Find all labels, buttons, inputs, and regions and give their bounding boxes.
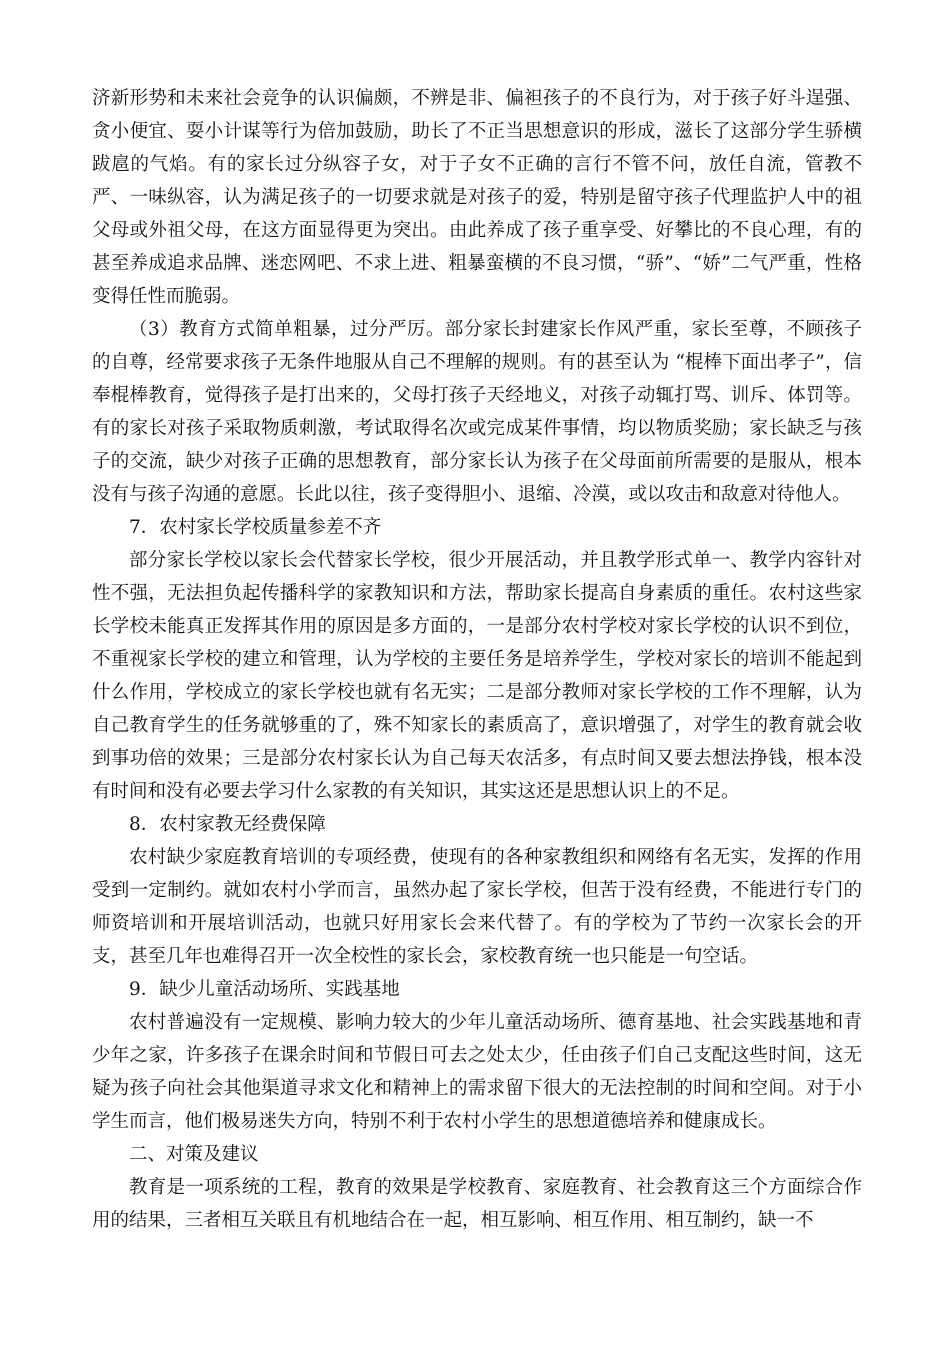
section-heading-7: 7．农村家长学校质量参差不齐 [129,517,382,538]
paragraph-funding: 农村缺少家庭教育培训的专项经费，使现有的各种家教组织和网络有名无实，发挥的作用受到一定制约。就如农村小学而言，虽然办起了家长学校，但苦于没有经费，不能进行专门的师资培训和开展培训活动，也就只好用家长会来代替了。有的学校为了节约一次家长会的开支，甚至几年也难得召开一次全校性的家长会，家校教育统一也只能是一句空话。 [92,847,862,967]
paragraph-education-system: 教育是一项系统的工程，教育的效果是学校教育、家庭教育、社会教育这三个方面综合作用的结果，三者相互关联且有机地结合在一起，相互影响、相互作用、相互制约，缺一不 [92,1177,862,1231]
paragraph-activity-venues: 农村普遍没有一定规模、影响力较大的少年儿童活动场所、德育基地、社会实践基地和青少年之家，许多孩子在课余时间和节假日可去之处太少，任由孩子们自己支配这些时间，这无疑为孩子向社会其他渠道寻求文化和精神上的需求留下很大的无法控制的时间和空间。对于小学生而言，他们极易迷失方向，特别不利于农村小学生的思想道德培养和健康成长。 [92,1012,862,1132]
paragraph-parent-school-quality: 部分家长学校以家长会代替家长学校，很少开展活动，并且教学形式单一、教学内容针对性不强，无法担负起传播科学的家教知识和方法，帮助家长提高自身素质的重任。农村这些家长学校未能真正发挥其作用的原因是多方面的，一是部分农村学校对家长学校的认识不到位，不重视家长学校的建立和管理，认为学校的主要任务是培养学生，学校对家长的培训不能起到什么作用，学校成立的家长学校也就有名无实；二是部分教师对家长学校的工作不理解，认为自己教育学生的任务就够重的了，殊不知家长的素质高了，意识增强了，对学生的教育就会收到事功倍的效果；三是部分农村家长认为自己每天农活多，有点时间又要去想法挣钱，根本没有时间和没有必要去学习什么家教的有关知识，其实这还是思想认识上的不足。 [92,550,862,802]
section-heading-8: 8．农村家教无经费保障 [129,814,326,835]
section-heading-countermeasures: 二、对策及建议 [129,1144,259,1165]
paragraph-continuation: 济新形势和未来社会竞争的认识偏颇，不辨是非、偏袒孩子的不良行为，对于孩子好斗逞强、贪小便宜、耍小计谋等行为倍加鼓励，助长了不正当思想意识的形成，滋长了这部分学生骄横跋扈的气焰。有的家长过分纵容子女，对于子女不正确的言行不管不问，放任自流，管教不严、一味纵容，认为满足孩子的一切要求就是对孩子的爱，特别是留守孩子代理监护人中的祖父母或外祖父母，在这方面显得更为突出。由此养成了孩子重享受、好攀比的不良心理，有的甚至养成追求品牌、迷恋网吧、不求上进、粗暴蛮横的不良习惯，“骄”、“娇”二气严重，性格变得任性而脆弱。 [92,88,862,307]
section-heading-9: 9．缺少儿童活动场所、实践基地 [129,979,400,1000]
paragraph-parenting-style: （3）教育方式简单粗暴，过分严厉。部分家长封建家长作风严重，家长至尊，不顾孩子的自尊，经常要求孩子无条件地服从自己不理解的规则。有的甚至认为 “棍棒下面出孝子”，信奉棍棒教育，觉得孩子是打出来的，父母打孩子天经地义，对孩子动辄打骂、训斥、体罚等。有的家长对孩子采取物质刺激，考试取得名次或完成某件事情，均以物质奖励；家长缺乏与孩子的交流，缺少对孩子正确的思想教育，部分家长认为孩子在父母面前所需要的是服从，根本没有与孩子沟通的意愿。长此以往，孩子变得胆小、退缩、冷漠，或以攻击和敌意对待他人。 [92,319,862,505]
document-page [92,82,862,1237]
